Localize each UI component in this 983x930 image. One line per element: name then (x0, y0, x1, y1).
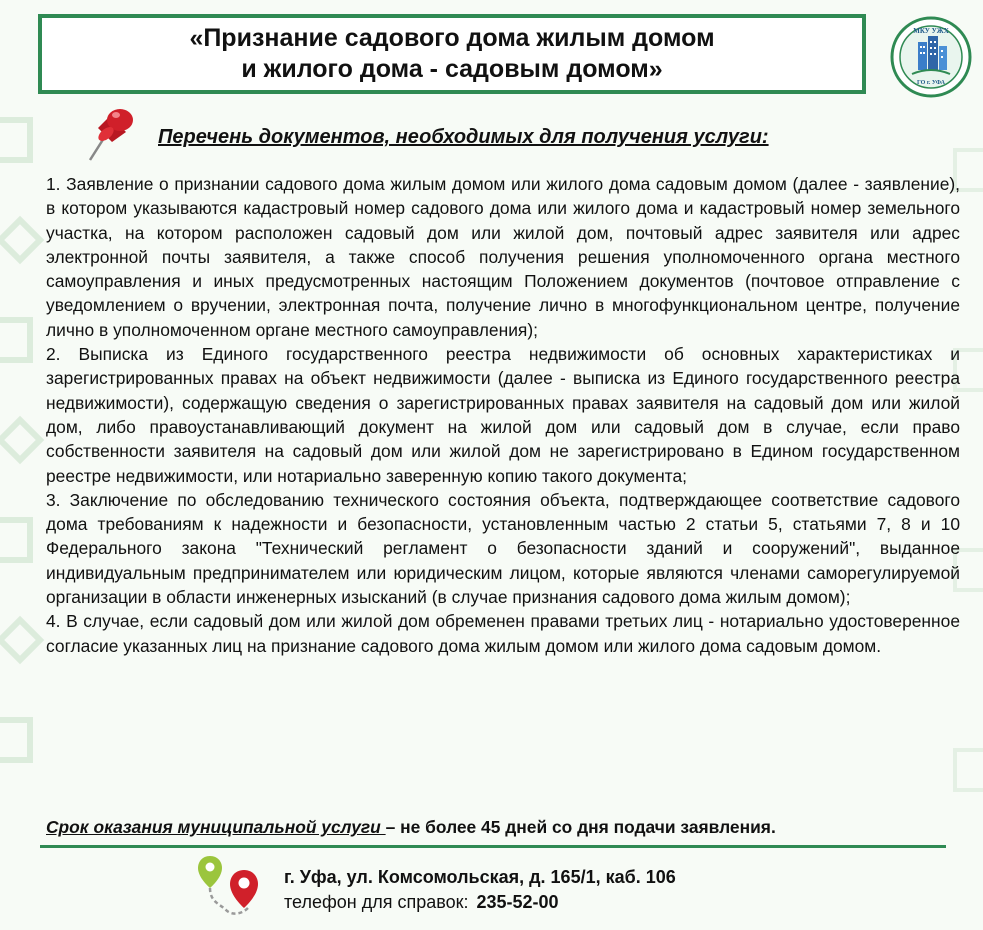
footer-divider (40, 845, 946, 848)
page-title-line-2: и жилого дома - садовым домом» (241, 55, 663, 83)
document-list (46, 172, 960, 658)
organization-logo (890, 16, 972, 98)
phone-label: телефон для справок: (284, 892, 469, 912)
deadline-label: Срок оказания муниципальной услуги (46, 817, 386, 837)
page-title-line-1: «Признание садового дома жилым домом (189, 24, 715, 52)
document-item-4: 4. В случае, если садовый дом или жилой дом обременен правами третьих лиц - нотариально удостоверенное согласие указанных лиц на признание садового дома жилым домом или жилого дома садовым домом. (46, 611, 960, 656)
route-location-icon (196, 852, 266, 922)
logo-text-top: МКУ УЖХ (913, 27, 949, 35)
title-box (38, 14, 866, 94)
logo-text-bottom: ГО г. УФА (917, 80, 945, 86)
document-item-3: 3. Заключение по обследованию технического состояния объекта, подтверждающее соответствие садового дома требованиям к надежности и безопасности, установленным частью 2 статьи 5, статьями 7, 8 и 10 Федерального закона "Технический регламент о безопасности зданий и сооружений", выданное индивидуальным предпринимателем или юридическим лицом, которые являются членами саморегулируемой организации в области инженерных изысканий (в случае признания садового дома жилым домом); (46, 489, 960, 608)
document-item-1: 1. Заявление о признании садового дома жилым домом или жилого дома садовым домом (далее - заявление), в котором указываются кадастровый номер садового дома или жилого дома и кадастровый номер земельного участка, на котором расположен садовый дом или жилой дом, почтовый адрес заявителя или адрес электронной почты заявителя, а также способ получения решения уполномоченного органа местного самоуправления и иных предусмотренных настоящим Положением документов (почтовое отправление с уведомлением о вручении, электронная почта, получение лично в многофункциональном центре, получение лично в уполномоченном органе местного самоуправления); (46, 174, 960, 340)
office-address: г. Уфа, ул. Комсомольская, д. 165/1, каб. 106 (284, 867, 676, 887)
document-item-2: 2. Выписка из Единого государственного реестра недвижимости об основных характеристиках и зарегистрированных правах на объект недвижимости (далее - выписка из Единого государственного реестра недвижимости), содержащую сведения о зарегистрированных правах заявителя на садовый дом или жилой дом, либо правоустанавливающий документ на жилой дом или садовый дом в случае, если право собственности заявителя на садовый дом или жилой дом не зарегистрировано в Едином государственном реестре недвижимости, или нотариально заверенную копию такого документа; (46, 344, 960, 486)
phone-line (284, 891, 559, 913)
phone-number: 235-52-00 (476, 892, 559, 912)
deadline-value: – не более 45 дней со дня подачи заявления. (385, 817, 776, 837)
pushpin-icon (84, 104, 140, 164)
section-subtitle: Перечень документов, необходимых для получения услуги: (158, 126, 769, 148)
service-deadline (46, 815, 960, 839)
